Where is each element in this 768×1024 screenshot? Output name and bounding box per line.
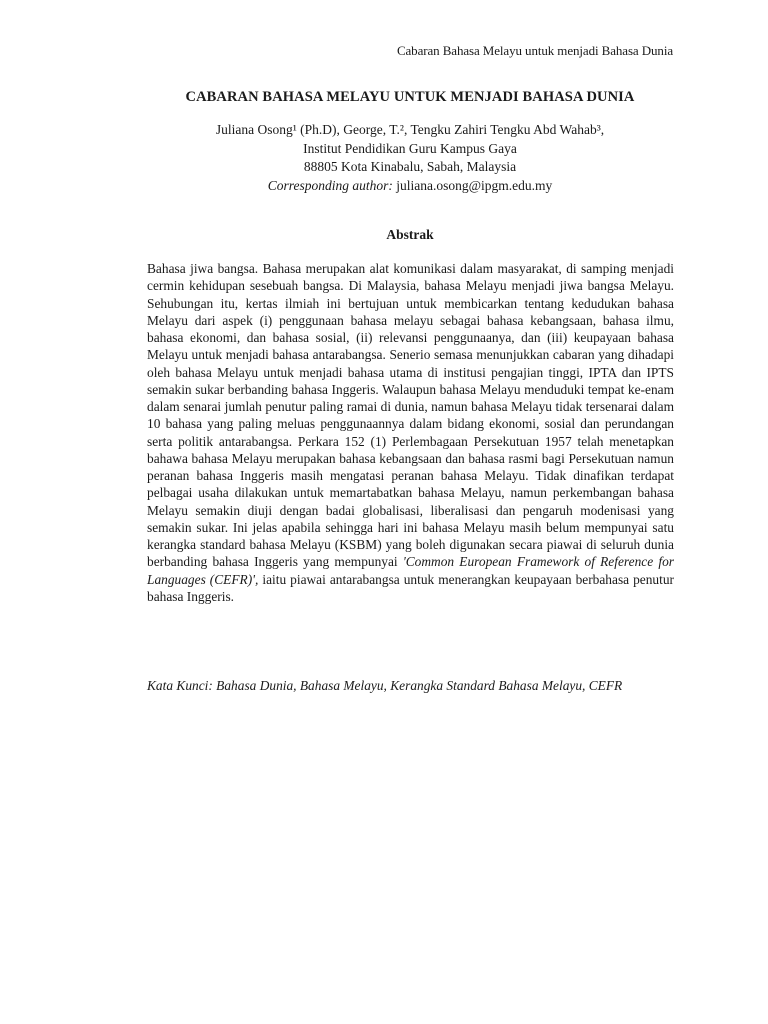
author-block xyxy=(0,121,768,195)
paper-title: CABARAN BAHASA MELAYU UNTUK MENJADI BAHASA DUNIA xyxy=(185,89,635,105)
corresponding-author-email: juliana.osong@ipgm.edu.my xyxy=(392,177,553,193)
author-address: 88805 Kota Kinabalu, Sabah, Malaysia xyxy=(303,159,517,174)
abstract-text-end: iaitu piawai antarabangsa untuk menerangkan keupayaan berbahasa penutur bahasa Inggeris. xyxy=(147,571,674,604)
author-institution: Institut Pendidikan Guru Kampus Gaya xyxy=(303,140,517,156)
abstract-body xyxy=(147,260,674,605)
abstract-text-italic: 'Common European Framework of Reference for Languages (CEFR)', xyxy=(147,554,674,587)
author-names: Juliana Osong¹ (Ph.D), George, T.², Tengku Zahiri Tengku Abd Wahab³, xyxy=(215,122,605,137)
keywords: Kata Kunci: Bahasa Dunia, Bahasa Melayu, Kerangka Standard Bahasa Melayu, CEFR xyxy=(147,678,623,693)
abstract-text-main: Bahasa jiwa bangsa. Bahasa merupakan alat komunikasi dalam masyarakat, di samping menjadi cermin kehidupan sesebuah bangsa. Di Malaysia, bahasa Melayu menjadi jiwa bangsa Melayu. Sehubungan itu, kertas ilmiah ini bertujuan untuk membicarkan tentang kedudukan bahasa Melayu dari aspek (i) penggunaan bahasa melayu sebagai bahasa kebangsaan, bahasa ilmu, bahasa ekonomi, dan bahasa sosial, (ii) relevansi penggunaanya, dan (iii) keupayaan bahasa Melayu untuk menjadi bahasa antarabangsa. Senerio semasa menunjukkan cabaran yang dihadapi oleh bahasa Melayu untuk menjadi bahasa utama di institusi pengajian tinggi, IPTA dan IPTS semakin sukar berbanding bahasa Inggeris. Walaupun bahasa Melayu menduduki tempat ke-enam dalam senarai jumlah penutur paling ramai di dunia, namun bahasa Melayu tidak tersenarai dalam 10 bahasa yang paling meluas penggunaannya dalam bidang ekonomi, sosial dan perundangan serta politik antarabangsa. Perkara 152 (1) Perlembagaan Persekutuan 1957 telah menetapkan bahawa bahasa Melayu merupakan bahasa kebangsaan dan bahasa rasmi bagi Persekutuan namun peranan bahasa Inggeris masih mengatasi peranan bahasa Melayu. Tidak dinafikan terdapat pelbagai usaha dilakukan untuk memartabatkan bahasa Melayu, namun perkembangan bahasa Melayu semakin diuji dengan badai globalisasi, liberalisasi dan pengaruh modenisasi yang semakin sukar. Ini jelas apabila sehingga hari ini bahasa Melayu masih belum mempunyai satu kerangka standard bahasa Melayu (KSBM) yang boleh digunakan secara piawai di seluruh dunia berbanding bahasa Inggeris yang mempunyai xyxy=(147,261,674,570)
corresponding-author-line xyxy=(0,177,768,196)
corresponding-author-label: Corresponding author: xyxy=(267,177,393,193)
abstract-heading: Abstrak xyxy=(386,227,434,242)
running-header: Cabaran Bahasa Melayu untuk menjadi Bahasa Dunia xyxy=(396,43,673,58)
